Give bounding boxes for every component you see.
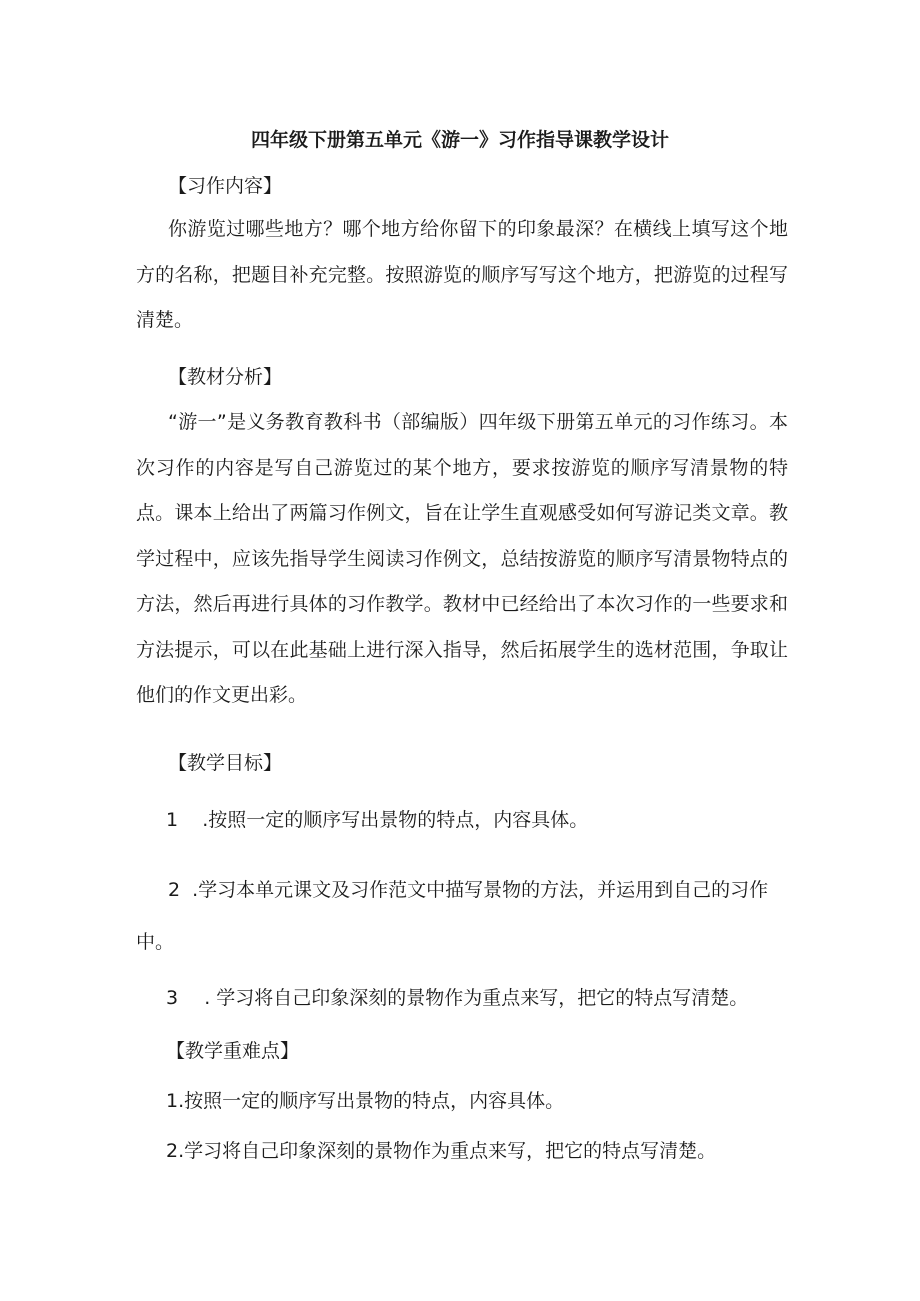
goal-item-number: 2 [168, 879, 181, 901]
section-heading-writing-content: 【习作内容】 [168, 175, 283, 197]
key-point-item [166, 1087, 564, 1115]
section-heading-key-difficulties: 【教学重难点】 [166, 1040, 300, 1062]
goal-item-number: 1 [166, 809, 179, 831]
key-point-number: 2. [166, 1140, 185, 1162]
goal-item [136, 864, 788, 968]
key-point-text: 学习将自己印象深刻的景物作为重点来写，把它的特点写清楚。 [184, 1140, 717, 1162]
goal-item-number: 3 [166, 987, 179, 1009]
key-point-item [166, 1137, 716, 1165]
goal-item [166, 806, 588, 834]
goal-item-text: .学习本单元课文及习作范文中描写景物的方法，并运用到自己的习作中。 [136, 879, 769, 953]
section-heading-textbook-analysis: 【教材分析】 [168, 366, 283, 388]
key-point-number: 1. [166, 1090, 185, 1112]
document-title: 四年级下册第五单元《游一》习作指导课教学设计 [250, 129, 669, 151]
paragraph-textbook-analysis: “游一”是义务教育教科书（部编版）四年级下册第五单元的习作练习。本次习作的内容是写自己游览过的某个地方，要求按游览的顺序写清景物的特点。课本上给出了两篇习作例文，旨在让学生直观感受如何写游记类文章。教学过程中，应该先指导学生阅读习作例文，总结按游览的顺序写清景物特点的方法，然后再进行具体的习作教学。教材中已经给出了本次习作的一些要求和方法提示，可以在此基础上进行深入指导，然后拓展学生的选材范围，争取让他们的作文更出彩。 [136, 411, 788, 706]
paragraph-writing-content: 你游览过哪些地方？哪个地方给你留下的印象最深？在横线上填写这个地方的名称，把题目补充完整。按照游览的顺序写写这个地方，把游览的过程写清楚。 [136, 218, 788, 331]
goal-item-text: .按照一定的顺序写出景物的特点，内容具体。 [202, 809, 589, 831]
section-heading-teaching-goals: 【教学目标】 [168, 752, 283, 774]
goal-item [166, 984, 748, 1012]
goal-item-text: . 学习将自己印象深刻的景物作为重点来写，把它的特点写清楚。 [204, 987, 749, 1009]
key-point-text: 按照一定的顺序写出景物的特点，内容具体。 [184, 1090, 565, 1112]
